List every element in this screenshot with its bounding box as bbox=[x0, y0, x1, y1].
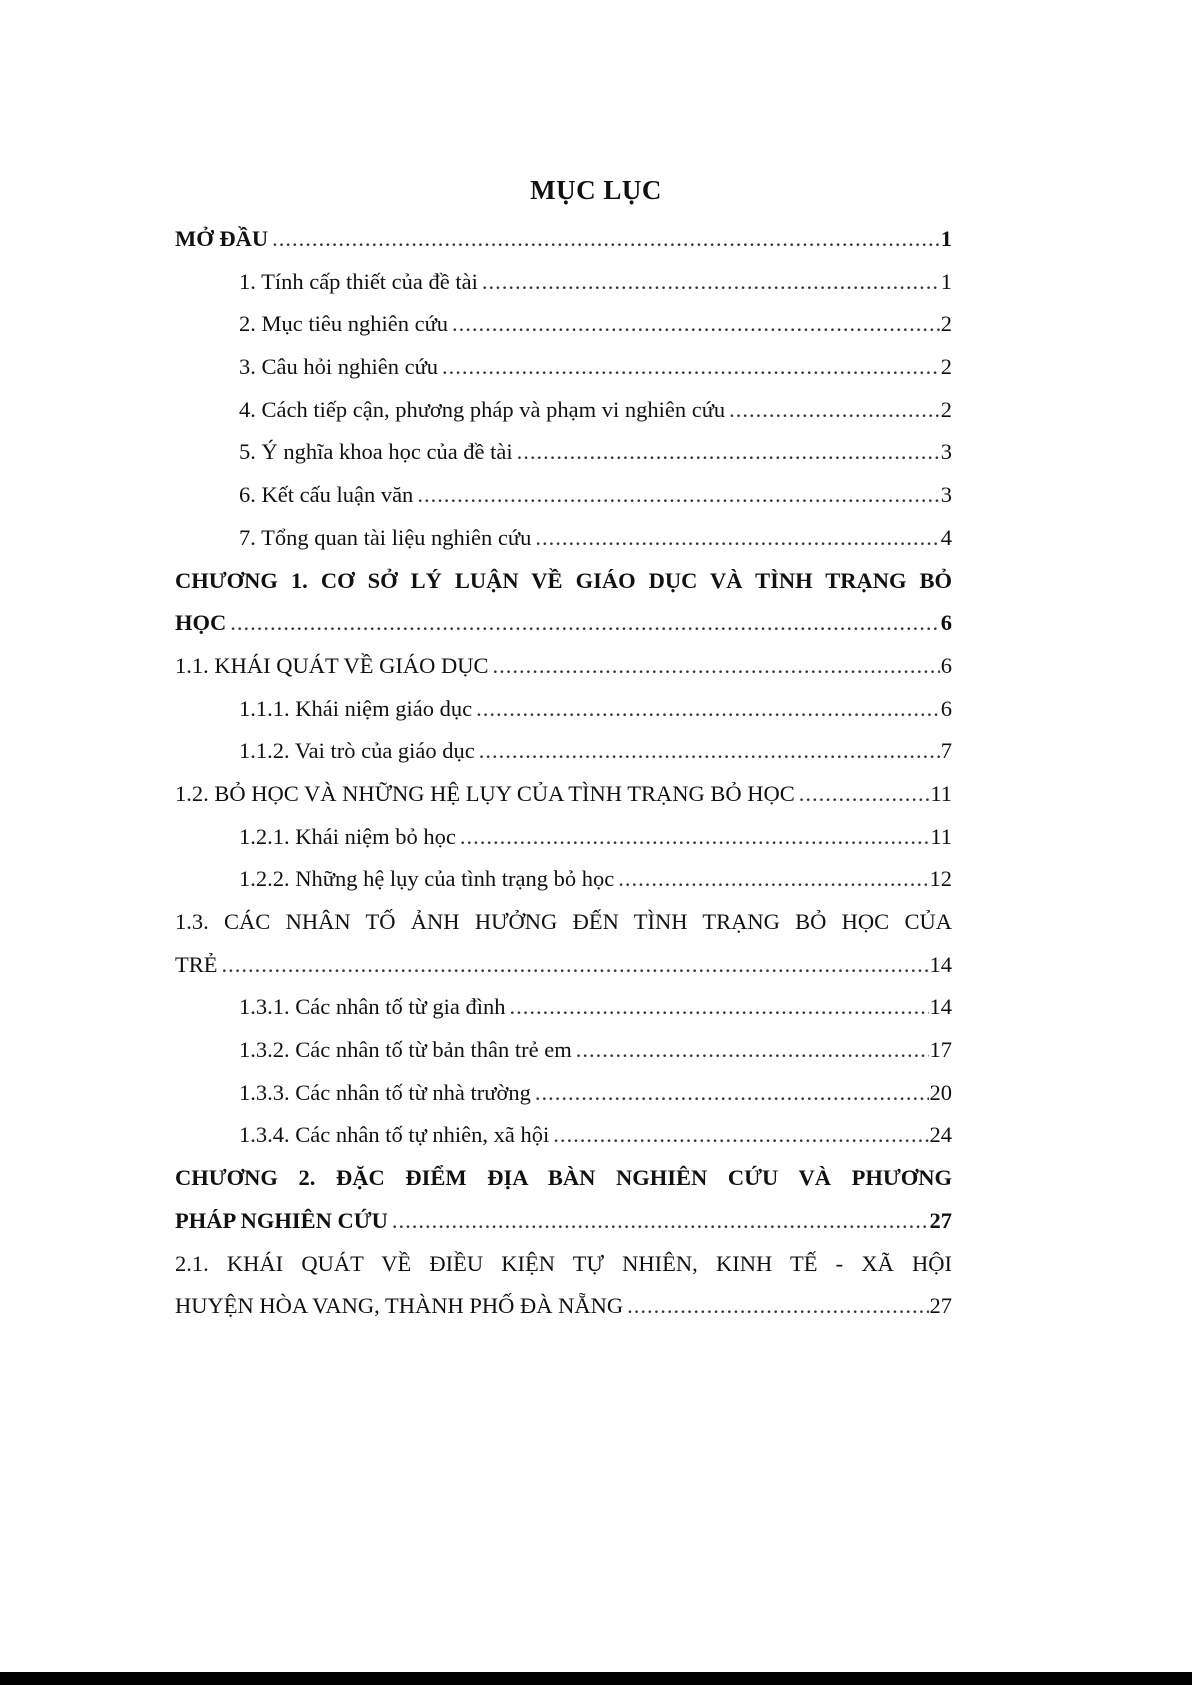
toc-entry-page: 11 bbox=[930, 823, 952, 849]
toc-entry bbox=[175, 816, 952, 859]
toc-entry bbox=[175, 218, 952, 261]
toc-entry bbox=[175, 1157, 952, 1200]
toc-entry-label: 1.1.2. Vai trò của giáo dục bbox=[239, 738, 475, 764]
toc-leader-dots bbox=[627, 1285, 928, 1328]
toc-entry-page: 20 bbox=[929, 1079, 952, 1105]
toc-entry bbox=[175, 1243, 952, 1286]
toc-leader-dots bbox=[230, 602, 939, 645]
toc-entry bbox=[175, 901, 952, 944]
toc-entry-page: 1 bbox=[940, 226, 952, 251]
toc-entry-label: 1.2. BỎ HỌC VÀ NHỮNG HỆ LỤY CỦA TÌNH TRẠNG BỎ HỌC bbox=[175, 780, 795, 806]
toc-leader-dots bbox=[576, 1029, 929, 1072]
toc-entry-page: 6 bbox=[940, 695, 952, 721]
toc-entry bbox=[175, 773, 952, 816]
toc-entry-label: 1.1.1. Khái niệm giáo dục bbox=[239, 695, 473, 721]
toc-entry bbox=[175, 517, 952, 560]
toc-entry bbox=[175, 431, 952, 474]
toc-leader-dots bbox=[417, 474, 939, 517]
toc-leader-dots bbox=[272, 218, 940, 261]
toc-entry-page: 14 bbox=[929, 951, 952, 977]
toc-entry-label: HUYỆN HÒA VANG, THÀNH PHỐ ĐÀ NẴNG bbox=[175, 1293, 624, 1319]
toc-leader-dots bbox=[442, 346, 940, 389]
toc-entry-label: CHƯƠNG 1. CƠ SỞ LÝ LUẬN VỀ GIÁO DỤC VÀ TÌNH TRẠNG BỎ bbox=[175, 567, 952, 593]
toc-entry-page: 24 bbox=[929, 1122, 952, 1148]
toc-entry-page: 12 bbox=[929, 866, 952, 892]
toc-entry-label: 1.3.2. Các nhân tố từ bản thân trẻ em bbox=[239, 1037, 572, 1063]
toc-entry-page: 2 bbox=[940, 311, 952, 337]
toc-entry-label: PHÁP NGHIÊN CỨU bbox=[175, 1207, 388, 1233]
toc-entry-label: MỞ ĐẦU bbox=[175, 226, 269, 251]
toc-entry bbox=[175, 1285, 952, 1328]
toc-entry bbox=[175, 1072, 952, 1115]
toc-entry-label: 2. Mục tiêu nghiên cứu bbox=[239, 311, 449, 337]
toc-entry bbox=[175, 944, 952, 987]
toc-entry-page: 17 bbox=[929, 1037, 952, 1063]
toc-leader-dots bbox=[535, 1072, 929, 1115]
toc-entry-page: 7 bbox=[940, 738, 952, 764]
toc-entry bbox=[175, 858, 952, 901]
toc-entry bbox=[175, 1200, 952, 1243]
toc-entry-label: 1.3.4. Các nhân tố tự nhiên, xã hội bbox=[239, 1122, 550, 1148]
toc-entry-label: TRẺ bbox=[175, 951, 218, 977]
toc-entry-label: HỌC bbox=[175, 610, 227, 636]
toc-entry-label: 1.1. KHÁI QUÁT VỀ GIÁO DỤC bbox=[175, 652, 489, 678]
toc-entry-label: CHƯƠNG 2. ĐẶC ĐIỂM ĐỊA BÀN NGHIÊN CỨU VÀ PHƯƠNG bbox=[175, 1165, 952, 1191]
toc-entry-label: 4. Cách tiếp cận, phương pháp và phạm vi nghiên cứu bbox=[239, 396, 726, 422]
toc-entry-page: 4 bbox=[940, 524, 952, 550]
toc-leader-dots bbox=[493, 645, 940, 688]
toc-leader-dots bbox=[553, 1114, 928, 1157]
toc-entry-page: 27 bbox=[929, 1207, 952, 1233]
toc-entry-page: 3 bbox=[940, 482, 952, 508]
toc-entry-label: 1.3. CÁC NHÂN TỐ ẢNH HƯỞNG ĐẾN TÌNH TRẠNG BỎ HỌC CỦA bbox=[175, 909, 952, 934]
toc-entry-page: 1 bbox=[940, 268, 952, 294]
toc-leader-dots bbox=[222, 944, 929, 987]
toc-entry bbox=[175, 389, 952, 432]
toc-entry bbox=[175, 474, 952, 517]
toc-leader-dots bbox=[535, 517, 939, 560]
toc-entry-page: 6 bbox=[940, 652, 952, 678]
toc-entry-page: 14 bbox=[929, 994, 952, 1020]
toc-entry bbox=[175, 261, 952, 304]
toc-leader-dots bbox=[479, 730, 940, 773]
toc-leader-dots bbox=[460, 816, 929, 859]
toc-entry-page: 3 bbox=[940, 439, 952, 465]
toc-leader-dots bbox=[799, 773, 930, 816]
toc-entry-label: 7. Tổng quan tài liệu nghiên cứu bbox=[239, 524, 532, 550]
toc-entry bbox=[175, 303, 952, 346]
toc-leader-dots bbox=[452, 303, 940, 346]
toc-entry-label: 5. Ý nghĩa khoa học của đề tài bbox=[239, 439, 513, 465]
toc-entry-label: 1.2.2. Những hệ lụy của tình trạng bỏ học bbox=[239, 866, 615, 892]
toc-entry-label: 1.2.1. Khái niệm bỏ học bbox=[239, 823, 456, 849]
toc-leader-dots bbox=[476, 688, 940, 731]
table-of-contents bbox=[175, 218, 952, 1328]
toc-entry-page: 11 bbox=[930, 780, 952, 806]
toc-leader-dots bbox=[729, 389, 940, 432]
toc-leader-dots bbox=[482, 261, 940, 304]
toc-entry bbox=[175, 346, 952, 389]
toc-entry bbox=[175, 986, 952, 1029]
toc-entry-label: 1.3.1. Các nhân tố từ gia đình bbox=[239, 994, 506, 1020]
toc-entry-label: 6. Kết cấu luận văn bbox=[239, 482, 414, 508]
toc-entry-page: 2 bbox=[940, 396, 952, 422]
toc-entry-label: 1. Tính cấp thiết của đề tài bbox=[239, 268, 478, 294]
toc-leader-dots bbox=[517, 431, 940, 474]
toc-entry bbox=[175, 688, 952, 731]
toc-leader-dots bbox=[510, 986, 929, 1029]
toc-entry-label: 2.1. KHÁI QUÁT VỀ ĐIỀU KIỆN TỰ NHIÊN, KINH TẾ - XÃ HỘI bbox=[175, 1250, 952, 1276]
toc-entry bbox=[175, 645, 952, 688]
toc-entry-label: 1.3.3. Các nhân tố từ nhà trường bbox=[239, 1079, 531, 1105]
toc-entry-page: 2 bbox=[940, 354, 952, 380]
toc-leader-dots bbox=[618, 858, 928, 901]
toc-entry bbox=[175, 730, 952, 773]
toc-entry bbox=[175, 1114, 952, 1157]
toc-entry bbox=[175, 560, 952, 603]
toc-entry bbox=[175, 1029, 952, 1072]
toc-entry bbox=[175, 602, 952, 645]
page-title: MỤC LỤC bbox=[530, 175, 662, 205]
page-bottom-edge bbox=[0, 1672, 1192, 1685]
toc-entry-label: 3. Câu hỏi nghiên cứu bbox=[239, 354, 439, 380]
toc-leader-dots bbox=[392, 1200, 929, 1243]
toc-entry-page: 6 bbox=[940, 610, 952, 636]
toc-entry-page: 27 bbox=[929, 1293, 952, 1319]
